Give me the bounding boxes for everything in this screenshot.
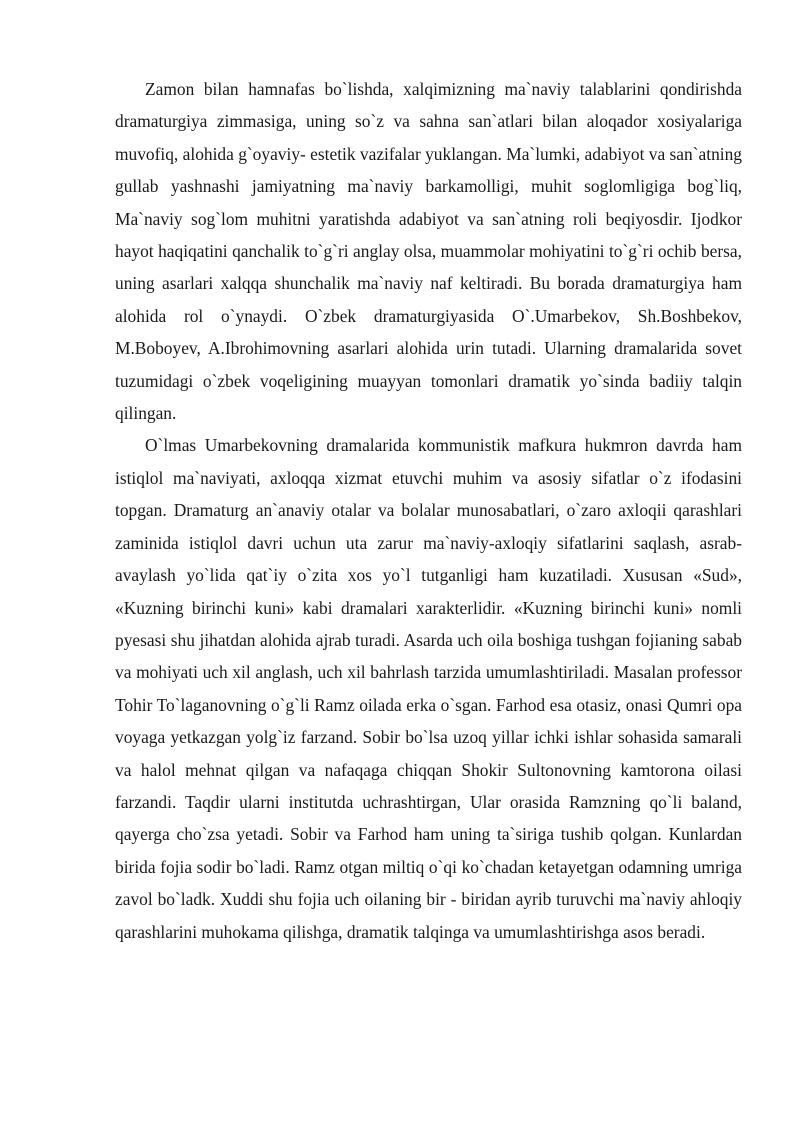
paragraph-1: Zamon bilan hamnafas bo`lishda, xalqimizning ma`naviy talablarini qondirishda dramaturgiya zimmasiga, uning so`z va sahna san`atlari bilan aloqador xosiyalariga muvofiq, alohida g`oyaviy- estetik vazifalar yuklangan. Ma`lumki, adabiyot va san`atning gullab yashnashi jamiyatning ma`naviy barkamolligi, muhit soglomligiga bog`liq, Ma`naviy sog`lom muhitni yaratishda adabiyot va san`atning roli beqiyosdir. Ijodkor hayot haqiqatini qanchalik to`g`ri anglay olsa, muammolar mohiyatini to`g`ri ochib bersa, uning asarlari xalqqa shunchalik ma`naviy naf keltiradi. Bu borada dramaturgiya ham alohida rol o`ynaydi. O`zbek dramaturgiyasida O`.Umarbekov, Sh.Boshbekov, M.Boboyev, A.Ibrohimovning asarlari alohida urin tutadi. Ularning dramalarida sovet tuzumidagi o`zbek voqeligining muayyan tomonlari dramatik yo`sinda badiiy talqin qilingan.	[115, 79, 742, 424]
document-body	[115, 73, 742, 948]
paragraph-2: O`lmas Umarbekovning dramalarida kommunistik mafkura hukmron davrda ham istiqlol ma`naviyati, axloqqa xizmat etuvchi muhim va asosiy sifatlar o`z ifodasini topgan. Dramaturg an`anaviy otalar va bolalar munosabatlari, o`zaro axloqii qarashlari zaminida istiqlol davri uchun uta zarur ma`naviy-axloqiy sifatlarini saqlash, asrab-avaylash yo`lida qat`iy o`zita xos yo`l tutganligi ham kuzatiladi. Xususan «Sud», «Kuzning birinchi kuni» kabi dramalari xarakterlidir. «Kuzning birinchi kuni» nomli pyesasi shu jihatdan alohida ajrab turadi. Asarda uch oila boshiga tushgan fojianing sabab va mohiyati uch xil anglash, uch xil bahrlash tarzida umumlashtiriladi. Masalan professor Tohir To`laganovning o`g`li Ramz oilada erka o`sgan. Farhod esa otasiz, onasi Qumri opa voyaga yetkazgan yolg`iz farzand. Sobir bo`lsa uzoq yillar ichki ishlar sohasida samarali va halol mehnat qilgan va nafaqaga chiqqan Shokir Sultonovning kamtorona oilasi farzandi. Taqdir ularni institutda uchrashtirgan, Ular orasida Ramzning qo`li baland, qayerga cho`zsa yetadi. Sobir va Farhod ham uning ta`siriga tushib qolgan. Kunlardan birida fojia sodir bo`ladi. Ramz otgan miltiq o`qi ko`chadan ketayetgan odamning umriga zavol bo`ladk. Xuddi shu fojia uch oilaning bir - biridan ayrib turuvchi ma`naviy ahloqiy qarashlarini muhokama qilishga, dramatik talqinga va umumlashtirishga asos beradi.	[115, 435, 742, 942]
